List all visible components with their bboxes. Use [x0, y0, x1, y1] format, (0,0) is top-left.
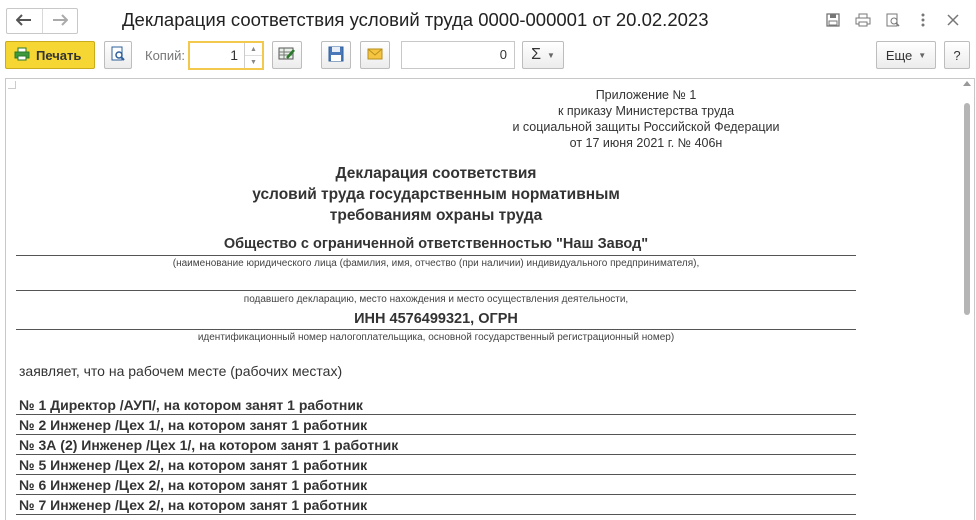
workplace-row: № 7 Инженер /Цех 2/, на котором занят 1 работник — [16, 495, 856, 515]
nav-group — [6, 8, 78, 34]
more-button-label: Еще — [885, 47, 913, 63]
declaration-title-line: условий труда государственным нормативным — [252, 186, 620, 203]
send-email-button[interactable] — [360, 41, 390, 69]
copies-input[interactable]: 1 — [230, 47, 238, 63]
printer-icon — [14, 47, 30, 64]
sum-label: Σ — [531, 46, 541, 63]
save-file-button[interactable] — [321, 41, 351, 69]
inn-caption: идентификационный номер налогоплательщика, основной государственный регистрационный номер) — [197, 332, 675, 343]
copies-spin — [244, 43, 262, 68]
workplace-row: № 3А (2) Инженер /Цех 1/, на котором занят 1 работник — [16, 435, 856, 455]
save-icon[interactable] — [818, 10, 848, 30]
divider — [16, 255, 856, 256]
scroll-thumb[interactable] — [964, 103, 970, 315]
envelope-icon — [367, 48, 383, 63]
copies-label: Копий: — [145, 48, 185, 63]
annex-line: и социальной защиты Российской Федерации — [512, 120, 780, 134]
more-button[interactable] — [876, 41, 936, 69]
arrow-right-icon — [52, 11, 68, 31]
print-button[interactable] — [5, 41, 95, 69]
address-caption: подавшего декларацию, место нахождения и место осуществления деятельности, — [243, 294, 629, 305]
arrow-left-icon — [16, 11, 32, 31]
workplace-row: № 6 Инженер /Цех 2/, на котором занят 1 работник — [16, 475, 856, 495]
close-icon[interactable] — [938, 10, 968, 30]
print-icon[interactable] — [848, 10, 878, 30]
title-actions — [818, 10, 968, 30]
preview-button[interactable] — [104, 41, 132, 69]
spin-up-icon[interactable]: ▲ — [250, 45, 257, 53]
vertical-scrollbar[interactable] — [962, 81, 972, 519]
annex-line: Приложение № 1 — [595, 88, 697, 102]
edit-table-icon — [278, 46, 296, 65]
document-area[interactable] — [5, 78, 975, 520]
forward-button[interactable] — [42, 9, 78, 33]
scroll-up-icon[interactable] — [963, 81, 971, 86]
spin-down-icon[interactable]: ▼ — [245, 55, 262, 68]
organization-name: Общество с ограниченной ответственностью "Наш Завод" — [223, 236, 649, 252]
title-bar — [0, 0, 976, 40]
page-preview-icon — [110, 46, 126, 65]
org-caption: (наименование юридического лица (фамилия, имя, отчество (при наличии) индивидуального предпринимателя), — [172, 258, 700, 269]
annex-line: от 17 июня 2021 г. № 406н — [569, 136, 723, 150]
floppy-icon — [328, 46, 344, 65]
toolbar — [0, 40, 976, 72]
help-button[interactable] — [944, 41, 970, 69]
declaration-title-line: требованиям охраны труда — [329, 207, 543, 224]
more-vertical-icon[interactable] — [908, 10, 938, 30]
help-label: ? — [953, 47, 961, 63]
chevron-down-icon: ▼ — [918, 50, 927, 60]
divider — [16, 290, 856, 291]
divider — [16, 329, 856, 330]
preview-icon[interactable] — [878, 10, 908, 30]
declaration-title-line: Декларация соответствия — [335, 165, 537, 182]
inn-value: ИНН 4576499321, ОГРН — [354, 311, 518, 327]
sum-field[interactable]: 0 — [401, 41, 515, 69]
window-title: Декларация соответствия условий труда 0000-000001 от 20.02.2023 — [122, 9, 709, 30]
workplace-row: № 2 Инженер /Цех 1/, на котором занят 1 работник — [16, 415, 856, 435]
chevron-down-icon: ▼ — [546, 50, 555, 60]
sum-button[interactable] — [522, 41, 564, 69]
declares-text: заявляет, что на рабочем месте (рабочих местах) — [19, 363, 343, 379]
print-button-label: Печать — [36, 47, 82, 63]
workplace-row: № 5 Инженер /Цех 2/, на котором занят 1 работник — [16, 455, 856, 475]
edit-mode-button[interactable] — [272, 41, 302, 69]
document-sheet — [6, 79, 876, 520]
annex-line: к приказу Министерства труда — [557, 104, 735, 118]
workplace-row: № 1 Директор /АУП/, на котором занят 1 работник — [16, 395, 856, 415]
copies-stepper[interactable] — [188, 41, 264, 70]
back-button[interactable] — [7, 9, 42, 33]
workplace-list — [16, 395, 856, 515]
